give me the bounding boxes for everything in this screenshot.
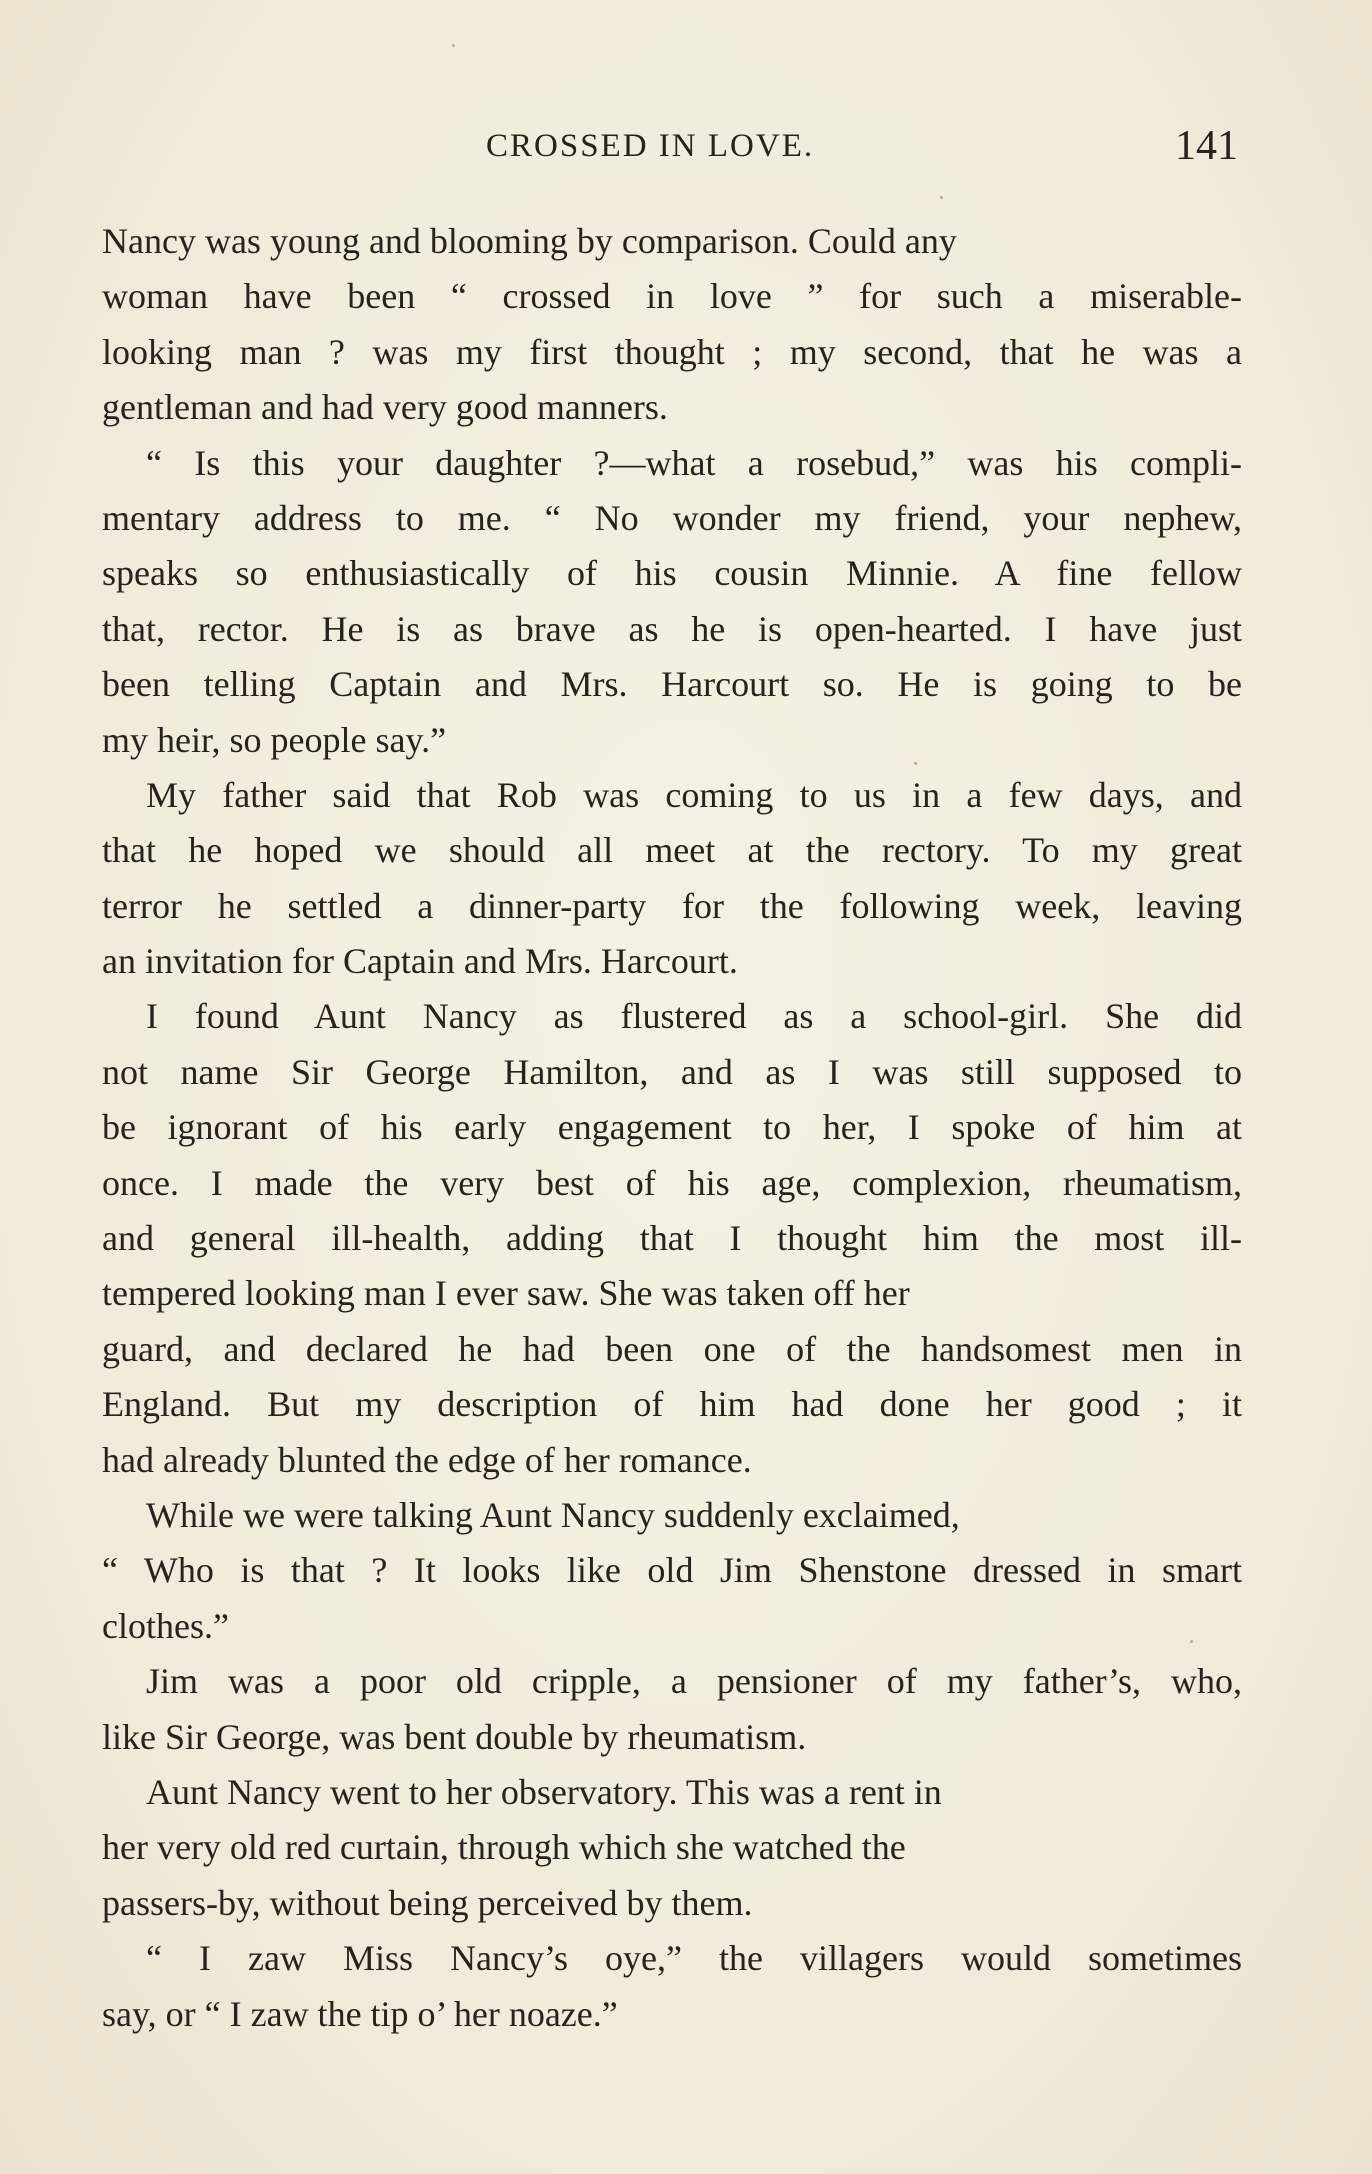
text-line: passers-by, without being perceived by them. — [102, 1882, 753, 1923]
text-line: looking man ? was my first thought ; my second, that he was a — [102, 331, 1242, 372]
text-line: Jim was a poor old cripple, a pensioner of my father’s, who, — [146, 1661, 1242, 1702]
text-line: and general ill-health, adding that I thought him the most ill- — [102, 1218, 1242, 1259]
text-line: speaks so enthusiastically of his cousin Minnie. A fine fellow — [102, 553, 1242, 594]
body-text — [102, 214, 1242, 2042]
text-line: “ I zaw Miss Nancy’s oye,” the villagers would sometimes — [146, 1938, 1242, 1979]
text-line: Aunt Nancy went to her observatory. This was a rent in — [146, 1771, 942, 1812]
paper-speck — [1190, 1640, 1193, 1643]
page-number: 141 — [1175, 123, 1238, 169]
text-line: guard, and declared he had been one of the handsomest men in — [102, 1328, 1242, 1369]
text-line: While we were talking Aunt Nancy suddenly exclaimed, — [146, 1494, 960, 1535]
text-line: gentleman and had very good manners. — [102, 387, 668, 428]
paper-speck — [940, 196, 943, 199]
text-line: her very old red curtain, through which she watched the — [102, 1827, 906, 1868]
running-title: CROSSED IN LOVE. — [486, 128, 815, 164]
text-line: be ignorant of his early engagement to her, I spoke of him at — [102, 1107, 1242, 1148]
text-line: I found Aunt Nancy as flustered as a school-girl. She did — [146, 996, 1242, 1037]
text-line: not name Sir George Hamilton, and as I was still supposed to — [102, 1051, 1242, 1092]
text-line: once. I made the very best of his age, complexion, rheumatism, — [102, 1162, 1242, 1203]
text-line: mentary address to me. “ No wonder my friend, your nephew, — [102, 497, 1242, 538]
text-line: clothes.” — [102, 1605, 229, 1646]
paper-speck — [452, 44, 455, 47]
text-line: had already blunted the edge of her romance. — [102, 1439, 752, 1480]
text-line: woman have been “ crossed in love ” for such a miserable- — [102, 276, 1242, 317]
text-line: my heir, so people say.” — [102, 719, 447, 760]
text-line: Nancy was young and blooming by comparison. Could any — [102, 221, 957, 261]
text-line: terror he settled a dinner-party for the following week, leaving — [102, 885, 1242, 926]
text-line: an invitation for Captain and Mrs. Harcourt. — [102, 941, 738, 982]
text-line: “ Is this your daughter ?—what a rosebud,” was his compli- — [146, 442, 1242, 483]
text-line: “ Who is that ? It looks like old Jim Shenstone dressed in smart — [102, 1550, 1242, 1591]
text-line: say, or “ I zaw the tip o’ her noaze.” — [102, 1993, 618, 2034]
text-line: that, rector. He is as brave as he is open-hearted. I have just — [102, 608, 1242, 649]
text-line: My father said that Rob was coming to us in a few days, and — [146, 774, 1242, 815]
text-line: been telling Captain and Mrs. Harcourt so. He is going to be — [102, 664, 1242, 705]
running-head — [0, 120, 1372, 180]
text-line: like Sir George, was bent double by rheumatism. — [102, 1716, 807, 1757]
paper-speck — [914, 762, 917, 765]
text-line: England. But my description of him had done her good ; it — [102, 1384, 1242, 1425]
text-line: that he hoped we should all meet at the rectory. To my great — [102, 830, 1242, 871]
text-line: tempered looking man I ever saw. She was taken off her — [102, 1273, 910, 1314]
